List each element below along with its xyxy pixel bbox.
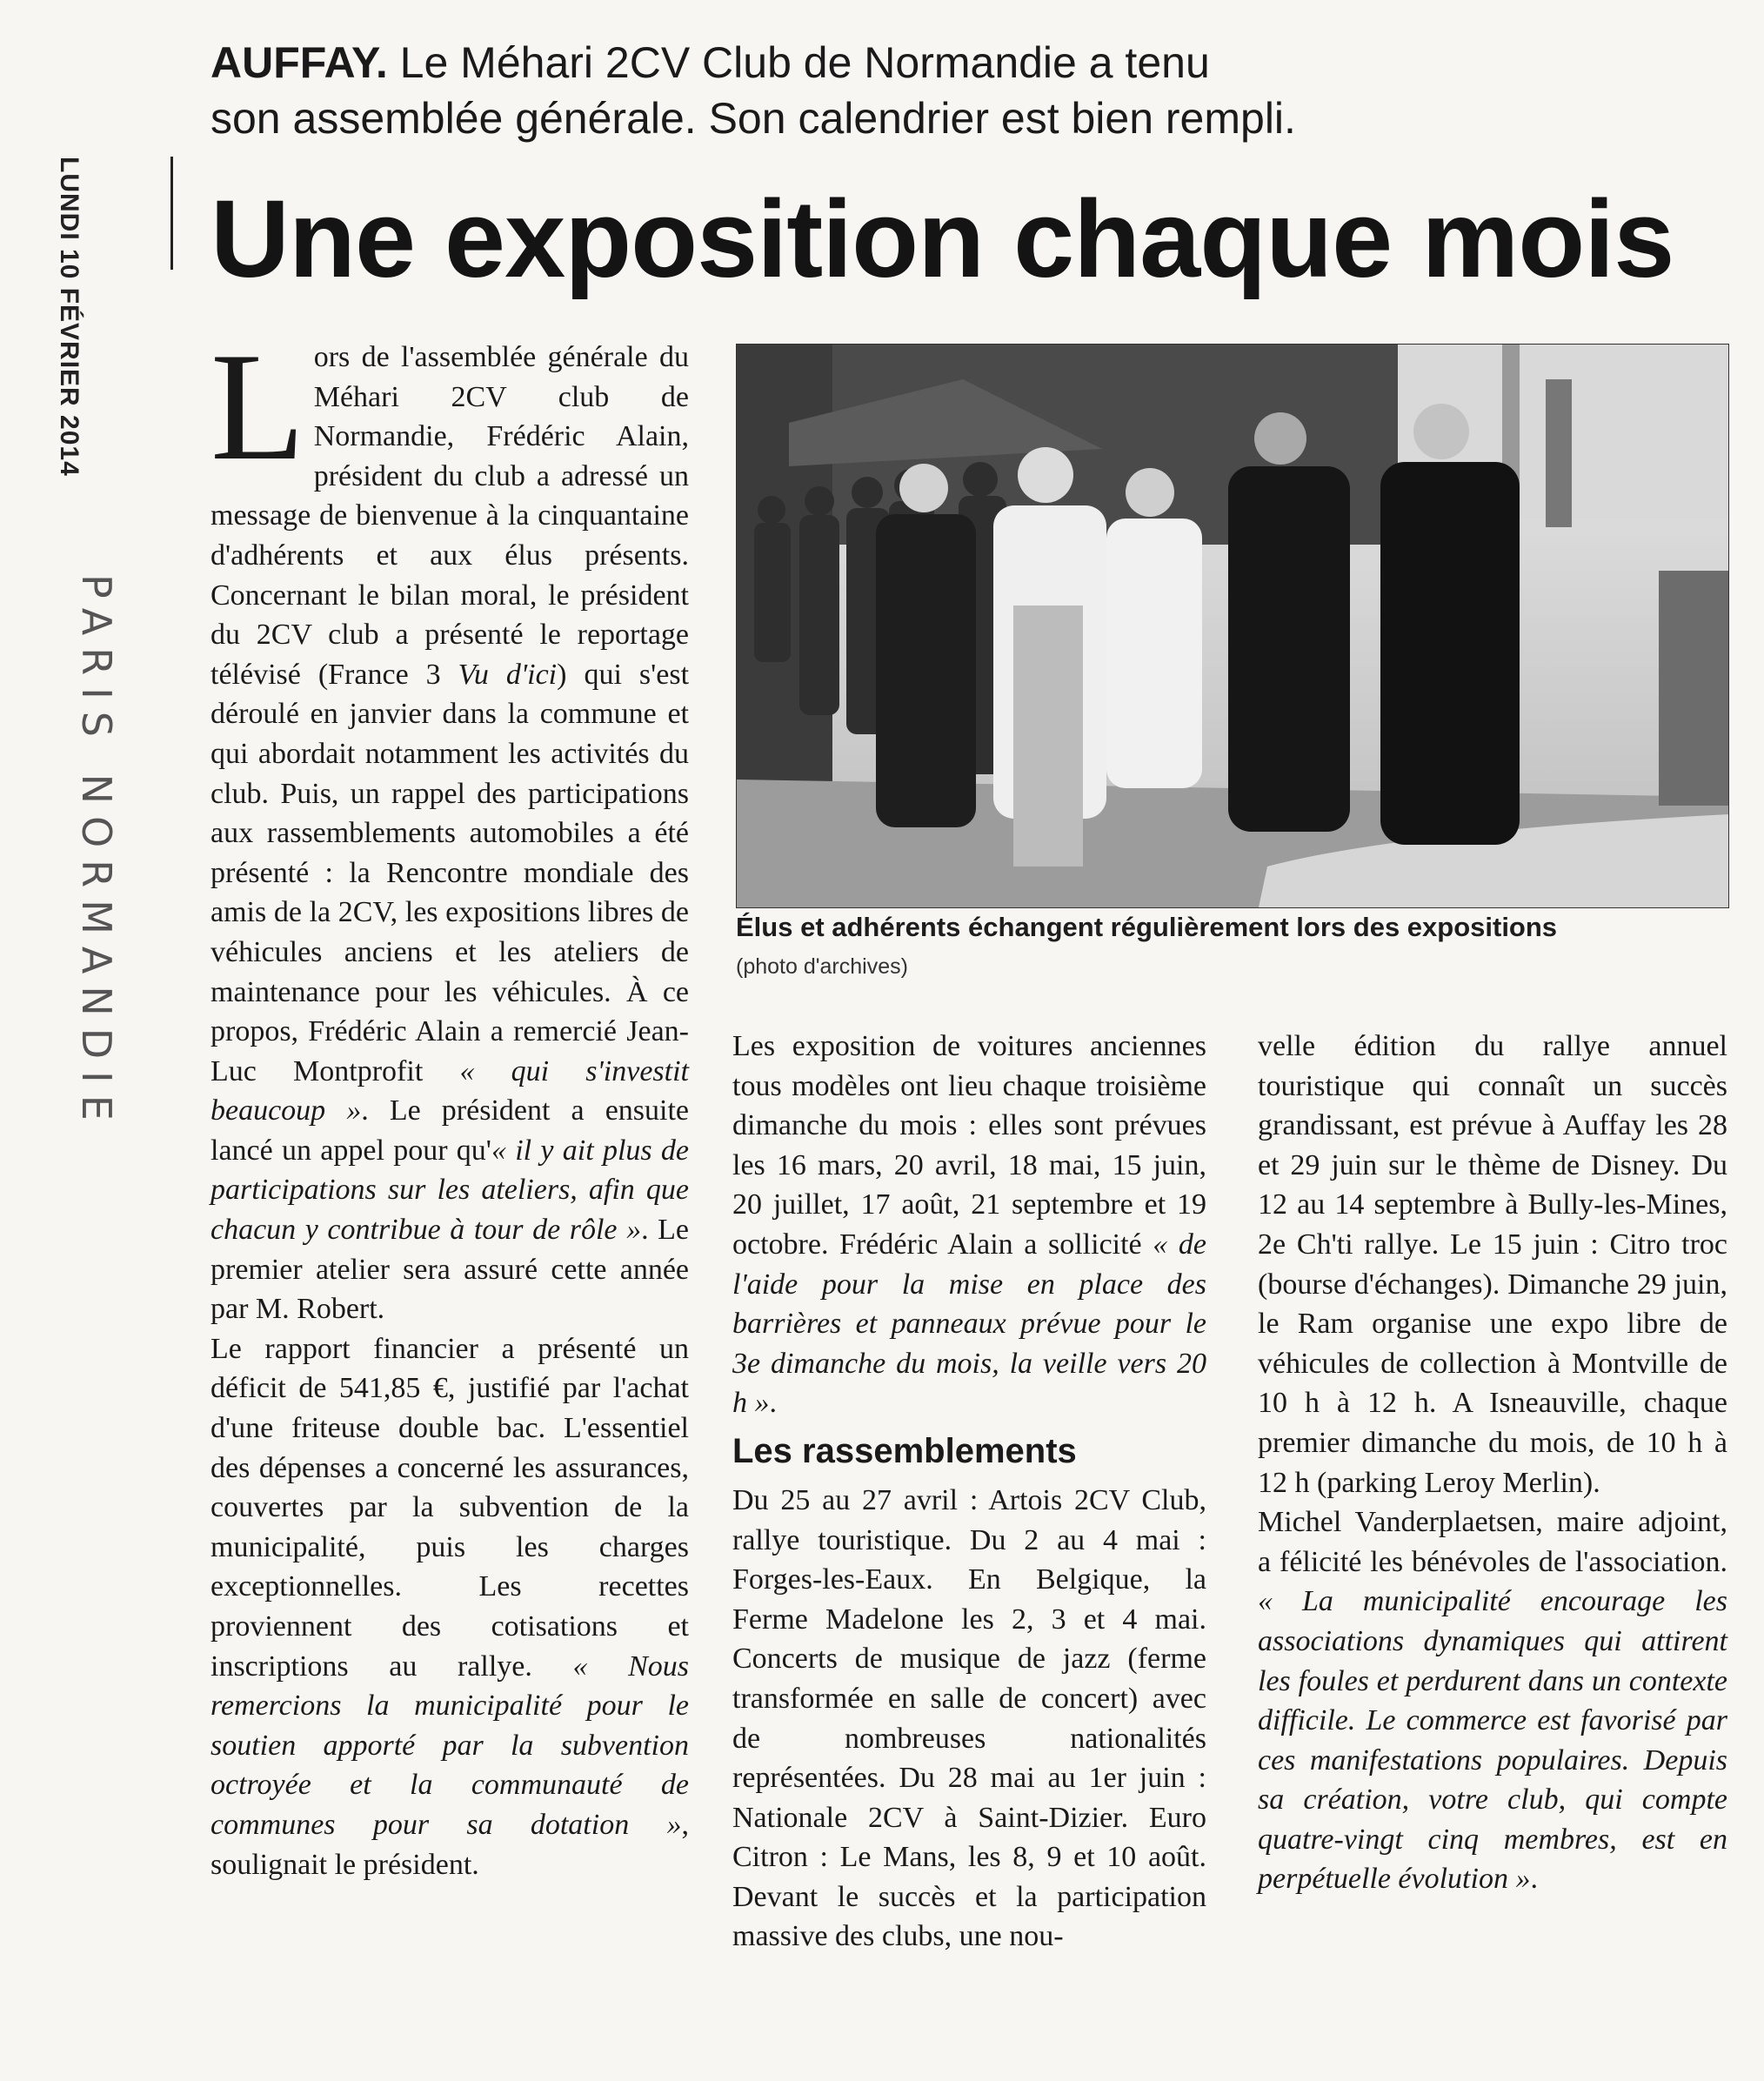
- article-column-3: [1258, 1027, 1727, 1899]
- drop-cap: L: [210, 320, 305, 492]
- quote: « Nous remercions la municipalité pour le soutien apporté par la subvention octroyée et la communauté de communes pour sa dotation »: [210, 1649, 689, 1841]
- handwritten-source-note: PARIS NORMANDIE: [73, 574, 120, 1133]
- quote: « il y ait plus de participations sur les ateliers, afin que chacun y contribue à tour de rôle »: [210, 1134, 689, 1247]
- paragraph: velle édition du rallye annuel touristique qui connaît un succès grandissant, est prévue à Auffay les 28 et 29 juin sur le thème de Disney. Du 12 au 14 septembre à Bully-les-Mines, 2e Ch'ti rallye. Le 15 juin : Citro troc (bourse d'échanges). Dimanche 29 juin, le Ram organise une expo libre de véhicules de collection à Montville de 10 h à 12 h. A Isneauville, chaque premier dimanche du mois, de 10 h à 12 h (parking Leroy Merlin).: [1258, 1030, 1727, 1499]
- date-rule: [170, 157, 173, 270]
- archive-photo: [736, 344, 1729, 908]
- paragraph: Michel Vanderplaetsen, maire adjoint, a félicité les bénévoles de l'association. « La municipalité encourage les associations dynamiques qui attirent les foules et perdurent dans un contexte difficile. Le commerce est favorisé par ces manifestations populaires. Depuis sa création, votre club, qui compte quatre-vingt cinq membres, est en perpétuelle évolution ».: [1258, 1506, 1727, 1896]
- paragraph: Le rapport financier a présenté un déficit de 541,85 €, justifié par l'achat d'une friteuse double bac. L'essentiel des dépenses a concerné les assurances, couvertes par la subvention de la municipalité, puis les charges exceptionnelles. Les recettes proviennent des cotisations et inscriptions au rallye. « Nous remercions la municipalité pour le soutien apporté par la subvention octroyée et la communauté de communes pour sa dotation », soulignait le président.: [210, 1332, 689, 1881]
- paragraph: Les exposition de voitures anciennes tous modèles ont lieu chaque troisième dimanche du mois : elles sont prévues les 16 mars, 20 avril, 18 mai, 15 juin, 20 juillet, 17 août, 21 septembre et 19 octobre. Frédéric Alain a sollicité « de l'aide pour la mise en place des barrières et panneaux prévue pour le 3e dimanche du mois, la veille vers 20 h ».: [732, 1030, 1207, 1420]
- kicker-line-2: son assemblée générale. Son calendrier est bien rempli.: [210, 94, 1296, 143]
- group-photo-illustration: [737, 345, 1728, 907]
- photo-caption: Élus et adhérents échangent régulièrement lors des expositions: [736, 912, 1558, 942]
- quote: « La municipalité encourage les associations dynamiques qui attirent les foules et perdurent dans un contexte difficile. Le commerce est favorisé par ces manifestations populaires. Depuis sa création, votre club, qui compte quatre-vingt cinq membres, est en perpétuelle évolution »: [1258, 1585, 1727, 1896]
- paragraph: Lors de l'assemblée générale du Méhari 2CV club de Normandie, Frédéric Alain, président du club a adressé un message de bienvenue à la cinquantaine d'adhérents et aux élus présents. Concernant le bilan moral, le président du 2CV club a présenté le reportage télévisé (France 3 Vu d'ici) qui s'est déroulé en janvier dans la commune et qui abordait notamment les activités du club. Puis, un rappel des participations aux rassemblements automobiles a été présenté : la Rencontre mondiale des amis de la 2CV, les expositions libres de véhicules anciens et les ateliers de maintenance pour les véhicules. À ce propos, Frédéric Alain a remercié Jean-Luc Montprofit « qui s'investit beaucoup ». Le président a ensuite lancé un appel pour qu'« il y ait plus de participations sur les ateliers, afin que chacun y contribue à tour de rôle ». Le premier atelier sera assuré cette année par M. Robert.: [210, 320, 690, 1326]
- tv-program-title: Vu d'ici: [458, 658, 558, 691]
- kicker-line-1: Le Méhari 2CV Club de Normandie a tenu: [399, 38, 1210, 87]
- bleed-through-text: [1483, 35, 1744, 80]
- quote: « de l'aide pour la mise en place des barrières et panneaux prévue pour le 3e dimanche du mois, la veille vers 20 h »: [732, 1228, 1207, 1420]
- kicker: [210, 35, 1446, 146]
- publication-date: LUNDI 10 FÉVRIER 2014: [55, 157, 84, 477]
- kicker-location: AUFFAY.: [210, 38, 388, 87]
- section-heading: Les rassemblements: [732, 1431, 1077, 1470]
- article-column-1: [210, 320, 690, 1884]
- headline: Une exposition chaque mois: [210, 177, 1674, 300]
- quote: « qui s'investit beaucoup »: [210, 1054, 689, 1127]
- paragraph: Du 25 au 27 avril : Artois 2CV Club, rallye touristique. Du 2 au 4 mai : Forges-les-Eaux. En Belgique, la Ferme Madelone les 2, 3 et 4 mai. Concerts de musique de jazz (ferme transformée en salle de concert) avec de nombreuses nationalités représentées. Du 28 mai au 1er juin : Nationale 2CV à Saint-Dizier. Euro Citron : Le Mans, les 8, 9 et 10 août. Devant le succès et la participation massive des clubs, une nou-: [732, 1483, 1206, 1953]
- photo-credit: (photo d'archives): [736, 954, 908, 979]
- article-column-2: [732, 1027, 1206, 1957]
